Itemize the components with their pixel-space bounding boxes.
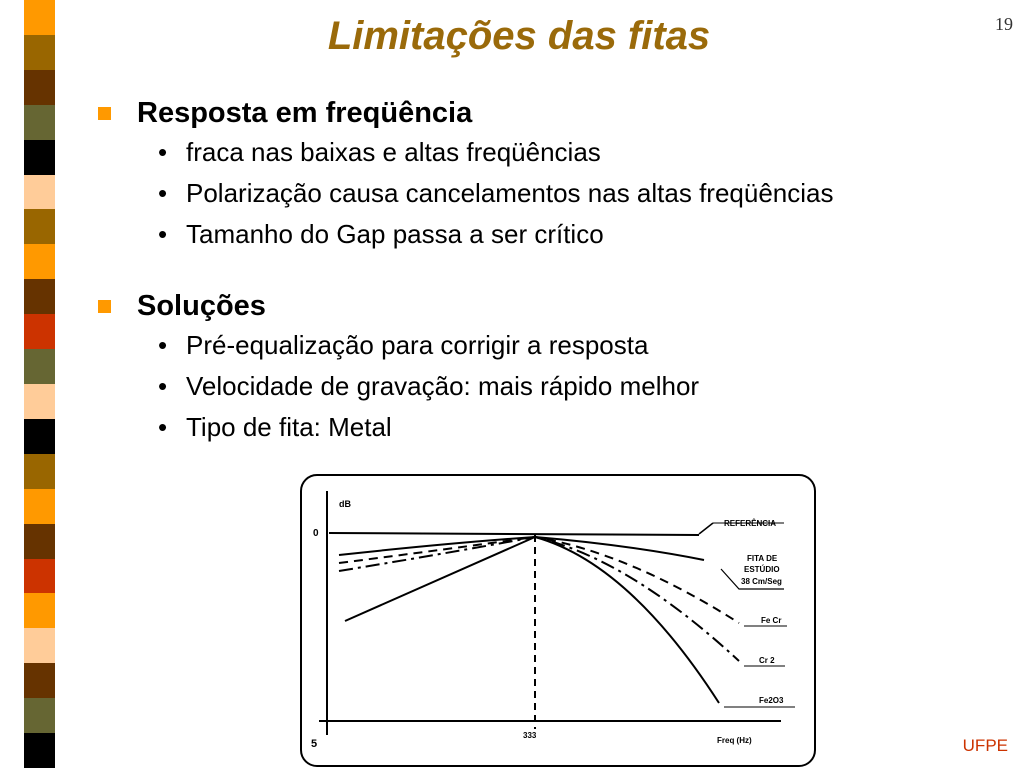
- bottom-left-label: 5: [311, 738, 318, 750]
- list-item-text: Polarização causa cancelamentos nas altas freqüências: [186, 178, 834, 208]
- strip-block: [24, 314, 55, 349]
- strip-block: [24, 663, 55, 698]
- bullet-list: [98, 325, 978, 448]
- section-heading: [98, 94, 978, 132]
- strip-block: [24, 454, 55, 489]
- zero-label: 0: [313, 528, 319, 539]
- x-mark-label: 333: [523, 731, 537, 740]
- strip-block: [24, 349, 55, 384]
- y-axis-label: dB: [339, 499, 351, 509]
- square-bullet-icon: [98, 107, 111, 120]
- strip-block: [24, 209, 55, 244]
- strip-block: [24, 593, 55, 628]
- section-frequency-response: [98, 94, 978, 255]
- bullet-dot-icon: •: [158, 330, 168, 360]
- list-item: [158, 325, 978, 366]
- strip-block: [24, 140, 55, 175]
- list-item-text: Tamanho do Gap passa a ser crítico: [186, 219, 604, 249]
- strip-block: [24, 384, 55, 419]
- cr2-label: Cr 2: [759, 656, 775, 665]
- studio-label-line3: 38 Cm/Seg: [741, 577, 782, 586]
- list-item: [158, 214, 978, 255]
- list-item: [158, 173, 978, 214]
- bullet-dot-icon: •: [158, 371, 168, 401]
- list-item: [158, 407, 978, 448]
- studio-label-line2: ESTÚDIO: [744, 565, 780, 574]
- fecr-label: Fe Cr: [761, 616, 782, 625]
- section-heading: [98, 287, 978, 325]
- strip-block: [24, 105, 55, 140]
- strip-block: [24, 70, 55, 105]
- frequency-response-graph: [299, 473, 817, 768]
- strip-block: [24, 175, 55, 210]
- graph-figure: [299, 473, 817, 768]
- x-axis-label: Freq (Hz): [717, 736, 752, 745]
- bullet-dot-icon: •: [158, 412, 168, 442]
- strip-block: [24, 559, 55, 594]
- strip-block: [24, 489, 55, 524]
- footer-institution: UFPE: [962, 736, 1008, 755]
- fe2o3-label: Fe2O3: [759, 696, 784, 705]
- slide-title: Limitações das fitas: [327, 14, 711, 58]
- square-bullet-icon: [98, 300, 111, 313]
- section-solutions: [98, 287, 978, 448]
- bullet-dot-icon: •: [158, 178, 168, 208]
- strip-block: [24, 279, 55, 314]
- list-item-text: Tipo de fita: Metal: [186, 412, 392, 442]
- section-label: Soluções: [137, 289, 266, 322]
- section-label: Resposta em freqüência: [137, 96, 473, 129]
- studio-label-line1: FITA DE: [747, 554, 778, 563]
- list-item: [158, 366, 978, 407]
- strip-block: [24, 419, 55, 454]
- strip-block: [24, 524, 55, 559]
- strip-block: [24, 628, 55, 663]
- slide-number: 19: [995, 14, 1013, 34]
- bullet-list: [98, 132, 978, 255]
- strip-block: [24, 244, 55, 279]
- list-item-text: Pré-equalização para corrigir a resposta: [186, 330, 649, 360]
- strip-block: [24, 733, 55, 768]
- list-item-text: fraca nas baixas e altas freqüências: [186, 137, 601, 167]
- decorative-color-strip: [24, 0, 55, 768]
- list-item-text: Velocidade de gravação: mais rápido melhor: [186, 371, 700, 401]
- reference-label: REFERÊNCIA: [724, 519, 777, 528]
- bullet-dot-icon: •: [158, 219, 168, 249]
- bullet-dot-icon: •: [158, 137, 168, 167]
- strip-block: [24, 698, 55, 733]
- list-item: [158, 132, 978, 173]
